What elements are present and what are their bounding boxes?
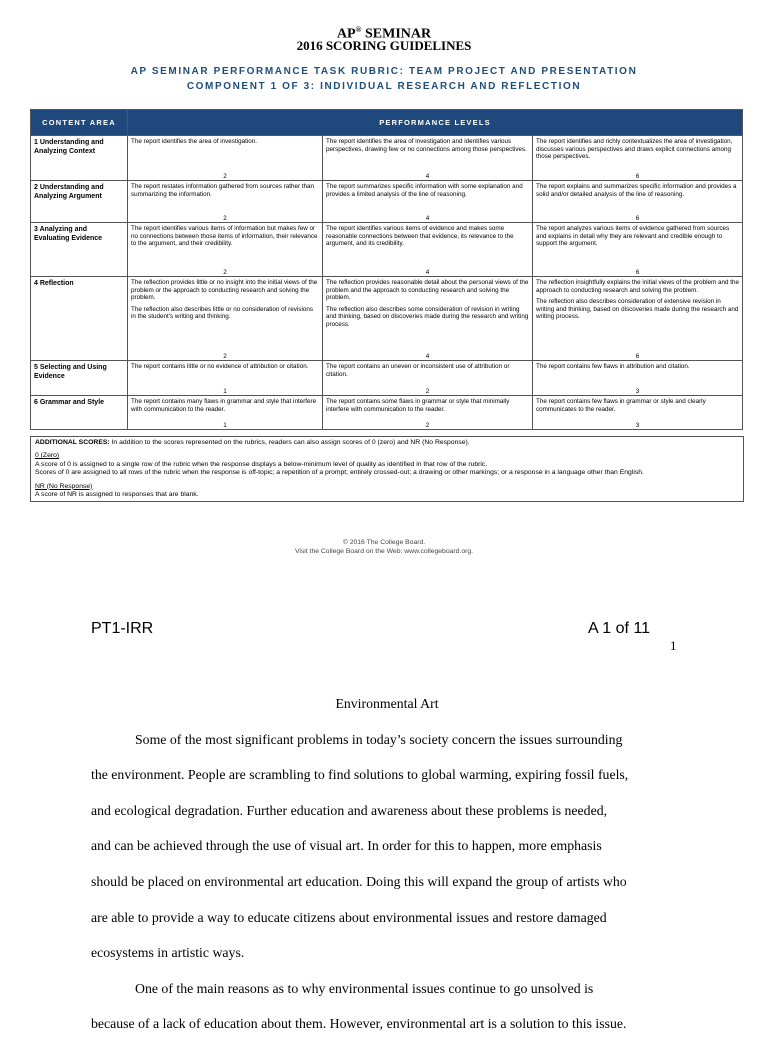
essay-line: ecosystems in artistic ways. <box>91 945 245 961</box>
rubric-cell: The report contains little or no evidence of attribution or citation. 1 <box>128 361 323 396</box>
rubric-cell: The report identifies various items of information but makes few or no connections between those items of information, their relevance to the argument, and their credibility. 2 <box>128 223 323 277</box>
additional-intro: In addition to the scores represented on the rubrics, readers can also assign scores of 0 (zero) and NR (No Response). <box>109 439 470 446</box>
visit-link-text: Visit the College Board on the Web: www.collegeboard.org. <box>294 548 474 555</box>
score: 1 <box>223 388 227 395</box>
row-area: 6 Grammar and Style <box>31 396 128 430</box>
row-area: 3 Analyzing and Evaluating Evidence <box>31 223 128 277</box>
rubric-cell: The report contains few flaws in attribution and citation. 3 <box>533 361 743 396</box>
row-area: 4 Reflection <box>31 277 128 361</box>
rubric-cell: The report contains few flaws in grammar or style and clearly communicates to the reader. 3 <box>533 396 743 430</box>
essay-body <box>91 686 683 1042</box>
score: 2 <box>223 269 227 276</box>
page-counter: A 1 of 11 <box>588 620 650 637</box>
rubric-cell: The report identifies various items of evidence and makes some reasonable connections between that evidence, its relevance to the argument, and its credibility. 4 <box>323 223 533 277</box>
rubric-cell: The report identifies the area of investigation and identifies various perspectives, drawing few or no connections among those perspectives. 4 <box>323 136 533 181</box>
rubric-cell: The report restates information gathered from sources rather than summarizing the information. 2 <box>128 181 323 223</box>
additional-scores <box>30 436 744 502</box>
doc-subtitle: 2016 SCORING GUIDELINES <box>296 38 472 53</box>
score: 4 <box>425 269 430 276</box>
rubric-table <box>30 109 743 430</box>
rubric-cell: The report summarizes specific information with some explanation and provides a limited analysis of the line of reasoning. 4 <box>323 181 533 223</box>
rubric-cell: The report contains many flaws in grammar and style that interfere with communication to the reader. 1 <box>128 396 323 430</box>
score: 2 <box>425 388 430 395</box>
nr-line: A score of NR is assigned to responses that are blank. <box>35 491 199 499</box>
score: 3 <box>635 388 640 395</box>
nr-heading: NR (No Response) <box>35 482 93 490</box>
essay-line: are able to provide a way to educate citizens about environmental issues and restore damaged <box>91 909 607 925</box>
copyright: © 2016 The College Board. <box>342 539 426 546</box>
row-area: 5 Selecting and Using Evidence <box>31 361 128 396</box>
page-number: 1 <box>670 638 677 653</box>
component-title: COMPONENT 1 OF 3: INDIVIDUAL RESEARCH AND REFLECTION <box>186 81 582 92</box>
rubric-cell: The reflection provides little or no insight into the initial views of the problem or the approach to conducting research and solving the problem. The reflection also describes little or no consideration of revisions in the student's writing and thinking. 2 <box>128 277 323 361</box>
rubric-cell: The report identifies the area of investigation. 2 <box>128 136 323 181</box>
additional-label: ADDITIONAL SCORES: <box>35 439 110 446</box>
row-area: 2 Understanding and Analyzing Argument <box>31 181 128 223</box>
score: 1 <box>223 422 227 429</box>
score: 4 <box>425 215 430 222</box>
score: 4 <box>425 353 430 360</box>
col-header-content-area: CONTENT AREA <box>31 110 128 136</box>
zero-line-2: Scores of 0 are assigned to all rows of the rubric when the response is off-topic; a repetition of a prompt; entirely crossed-out; a drawing or other markings; or a response in a language other than English. <box>35 469 644 477</box>
essay-line: the environment. People are scrambling to find solutions to global warming, expiring fossil fuels, <box>91 767 629 783</box>
score: 2 <box>223 215 227 222</box>
essay-line: should be placed on environmental art education. Doing this will expand the group of artists who <box>91 873 627 889</box>
essay-title: Environmental Art <box>335 696 439 711</box>
rubric-cell: The reflection insightfully explains the initial views of the problem and the approach to conducting research and solving the problem. The reflection also describes consideration of extensive revision in writing and thinking, based on discoveries made during the research and writing process. 6 <box>533 277 743 361</box>
rubric-cell: The report contains an uneven or inconsistent use of attribution or citation. 2 <box>323 361 533 396</box>
rubric-cell: The report identifies and richly contextualizes the area of investigation, discusses various perspectives and draws explicit connections among those perspectives. 6 <box>533 136 743 181</box>
doc-title: AP® SEMINAR <box>336 25 432 42</box>
essay-line: because of a lack of education about them. However, environmental art is a solution to this issue. <box>91 1016 627 1032</box>
row-area: 1 Understanding and Analyzing Context <box>31 136 128 181</box>
rubric-cell: The report contains some flaws in grammar or style that minimally interfere with communication to the reader. 2 <box>323 396 533 430</box>
score: 6 <box>635 173 640 180</box>
score: 6 <box>635 269 640 276</box>
zero-heading: 0 (Zero) <box>35 452 60 460</box>
score: 2 <box>223 353 227 360</box>
score: 6 <box>635 353 640 360</box>
score: 2 <box>425 422 430 429</box>
col-header-performance-levels: PERFORMANCE LEVELS <box>128 110 743 136</box>
zero-line-1: A score of 0 is assigned to a single row of the rubric when the response displays a below-minimum level of quality as identified in that row of the rubric. <box>35 460 488 468</box>
essay-line: Some of the most significant problems in today’s society concern the issues surrounding <box>135 731 623 747</box>
essay-line: and can be achieved through the use of visual art. In order for this to happen, more emphasis <box>91 838 602 854</box>
rubric-cell: The reflection provides reasonable detail about the personal views of the problem and the approach to conducting research and solving the problem. The reflection also describes some consideration of revision in writing and thinking, based on discoveries made during the research and writing process. 4 <box>323 277 533 361</box>
score: 6 <box>635 215 640 222</box>
score: 4 <box>425 173 430 180</box>
rubric-cell: The report explains and summarizes specific information and provides a solid and/or detailed analysis of the line of reasoning. 6 <box>533 181 743 223</box>
document-id: PT1-IRR <box>91 620 154 637</box>
essay-line: One of the main reasons as to why environmental issues continue to go unsolved is <box>135 980 594 996</box>
rubric-title: AP SEMINAR PERFORMANCE TASK RUBRIC: TEAM PROJECT AND PRESENTATION <box>130 66 638 77</box>
score: 2 <box>223 173 227 180</box>
rubric-cell: The report analyzes various items of evidence gathered from sources and explains in detail why they are relevant and credible enough to support the argument. 6 <box>533 223 743 277</box>
essay-line: and ecological degradation. Further education and awareness about these problems is needed, <box>91 802 608 818</box>
score: 3 <box>635 422 640 429</box>
